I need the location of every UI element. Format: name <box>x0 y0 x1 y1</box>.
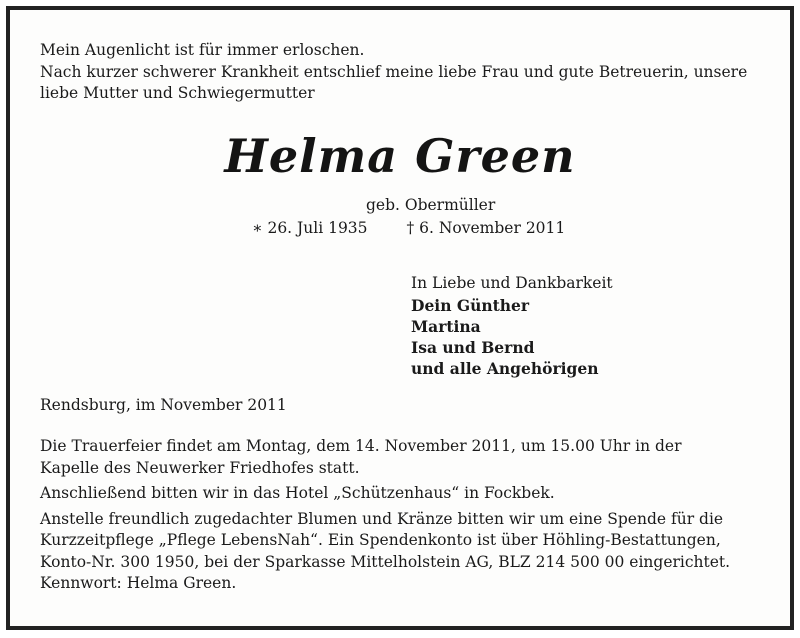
life-dates <box>252 219 565 237</box>
mourner-name: Martina <box>411 317 481 336</box>
birth-date: ∗ 26. Juli 1935 <box>252 219 368 237</box>
funeral-line: Die Trauerfeier findet am Montag, dem 14. November 2011, um 15.00 Uhr in der <box>40 437 682 455</box>
deceased-name: Helma Green <box>224 129 576 183</box>
mourner-name: Dein Günther <box>411 296 530 315</box>
death-date: † 6. November 2011 <box>406 219 566 237</box>
reception-line: Anschließend bitten wir in das Hotel „Schützenhaus“ in Fockbek. <box>40 484 555 502</box>
intro-line: liebe Mutter und Schwiegermutter <box>40 84 315 102</box>
intro-line: Mein Augenlicht ist für immer erloschen. <box>40 41 365 59</box>
funeral-details <box>40 432 760 599</box>
donation-line: Kennwort: Helma Green. <box>40 574 237 592</box>
donation-line: Anstelle freundlich zugedachter Blumen und Kränze bitten wir um eine Spende für die <box>40 509 724 528</box>
mourners-intro: In Liebe und Dankbarkeit <box>411 274 613 292</box>
intro-line: Nach kurzer schwerer Krankheit entschlief meine liebe Frau und gute Betreuerin, unsere <box>40 62 748 81</box>
birth-name: geb. Obermüller <box>366 196 496 214</box>
funeral-line: Kapelle des Neuwerker Friedhofes statt. <box>40 458 360 477</box>
donation-line: Kurzzeitpflege „Pflege LebensNah“. Ein Spendenkonto ist über Höhling-Bestattungen, <box>40 531 721 549</box>
donation-line: Konto-Nr. 300 1950, bei der Sparkasse Mittelholstein AG, BLZ 214 500 00 eingerichtet. <box>40 552 731 571</box>
place-date: Rendsburg, im November 2011 <box>40 396 287 414</box>
mourners-block <box>411 273 613 379</box>
mourner-name: Isa und Bernd <box>411 338 535 357</box>
intro-text <box>40 40 760 105</box>
mourner-name: und alle Angehörigen <box>411 359 599 378</box>
